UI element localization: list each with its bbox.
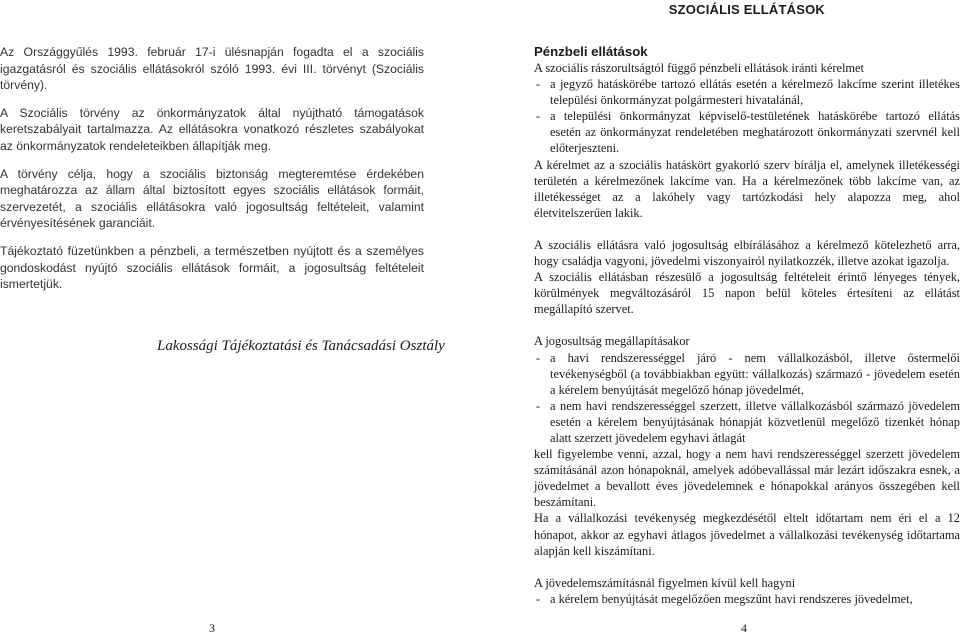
paragraph: Tájékoztató füzetünkben a pénzbeli, a természetben nyújtott és a személyes gondoskodást nyújtó szociális ellátások formáit, a jogosultság feltételeit ismertetjük. — [0, 243, 424, 292]
list-item: - a kérelem benyújtását megelőzően megszűnt havi rendszeres jövedelmet, — [534, 591, 960, 607]
page-number-left: 3 — [209, 621, 215, 635]
page-header-title: SZOCIÁLIS ELLÁTÁSOK — [668, 2, 825, 17]
left-column — [0, 44, 424, 304]
section-heading: Pénzbeli ellátások — [534, 44, 648, 59]
paragraph: A jogosultság megállapításakor — [534, 334, 690, 349]
income-list — [534, 591, 960, 607]
paragraph: kell figyelembe venni, azzal, hogy a nem havi rendszerességgel szerzett jövedelem számításánál azon hónapoknál, amelyek adóbevallással már lezárt időszakra esnek, a jövedelmet a bevallott éves jövedelemnek e hónapokkal arányos összegében kell beszámítani. — [534, 447, 960, 510]
basis-list — [534, 350, 960, 447]
paragraph: A jövedelemszámításnál figyelmen kívül kell hagyni — [534, 575, 796, 590]
right-column — [534, 44, 960, 607]
list-item: - a nem havi rendszerességgel szerzett, illetve vállalkozásból származó jövedelem esetén a kérelem benyújtásának hónapját közvetlenül megelőző tizenkét hónap alatt szerzett jövedelem egyhavi átlagát — [534, 398, 960, 446]
department-signature: Lakossági Tájékoztatási és Tanácsadási Osztály — [157, 338, 445, 354]
list-item: - a havi rendszerességgel járó - nem vállalkozásból, illetve őstermelői tevékenységből (a továbbiakban együtt: vállalkozás) származó - jövedelem esetén a kérelem benyújtását megelőző hónap jövedelmét, — [534, 350, 960, 398]
paragraph: A kérelmet az a szociális hatáskört gyakorló szerv bírálja el, amelynek illetékességi területén a kérelmezőnek lakcíme van. Ha a kérelmezőnek több lakcíme van, az illetékességet az a lakóhely vagy tartózkodási hely alapozza meg, ahol életvitelszerűen lakik. — [534, 157, 960, 220]
list-item: - a települési önkormányzat képviselő-testületének hatáskörébe tartozó ellátás esetén az önkormányzat rendeletében meghatározott önkormányzati szervnél kell előterjeszteni. — [534, 108, 960, 156]
list-item: - a jegyző hatáskörébe tartozó ellátás esetén a kérelmező lakcíme szerint illetékes települési önkormányzat polgármesteri hivatalánál, — [534, 76, 960, 108]
paragraph: A szociális rászorultságtól függő pénzbeli ellátások iránti kérelmet — [534, 61, 864, 75]
paragraph: Az Országgyűlés 1993. február 17-i ülésnapján fogadta el a szociális igazgatásról és szociális ellátásokról szóló 1993. évi III. törvényt (Szociális törvény). — [0, 45, 424, 93]
paragraph: A szociális ellátásra való jogosultság elbírálásához a kérelmező kötelezhető arra, hogy családja vagyoni, jövedelmi viszonyairól nyilatkozzék, illetve azokat igazolja. — [534, 237, 960, 269]
paragraph: A Szociális törvény az önkormányzatok által nyújtható támogatások keretszabályait tartalmazza. Az ellátásokra vonatkozó részletes szabályokat az önkormányzatok rendeleteikben állapítják meg. — [0, 105, 424, 153]
submission-list — [534, 76, 960, 156]
paragraph: A szociális ellátásban részesülő a jogosultság feltételeit érintő lényeges tények, körülmények megváltozásáról 15 napon belül köteles értesíteni az ellátást megállapító szervet. — [534, 270, 960, 317]
paragraph: A törvény célja, hogy a szociális biztonság megteremtése érdekében meghatározza az állam által biztosított egyes szociális ellátások formáit, szervezetét, a szociális ellátásokra való jogosultság feltételeit, valamint érvényesítésének garanciáit. — [0, 166, 424, 231]
paragraph: Ha a vállalkozási tevékenység megkezdésétől eltelt időtartam nem éri el a 12 hónapot, akkor az egyhavi átlagos jövedelmet a vállalkozási tevékenység időtartama alapján kell kiszámítani. — [534, 511, 960, 558]
page-number-right: 4 — [741, 621, 747, 635]
